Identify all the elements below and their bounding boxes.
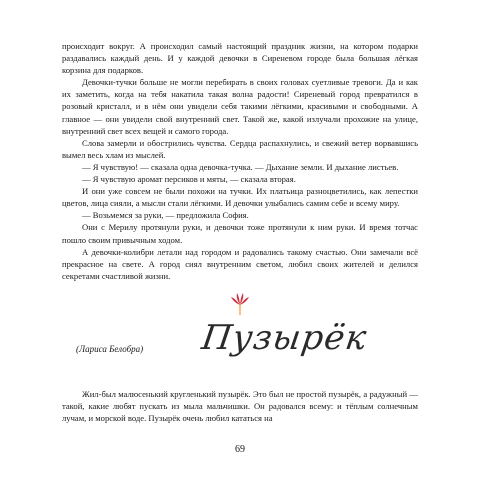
paragraph-2: Девочки-тучки больше не могли перебирать в своих головах суетливые тревоги. Да и как их заметить, когда на тебя накатила такая волна радости! Сиреневый город превратился в розовый кристалл, и в нём они увидели себя такими лёгкими, красивыми и свободными. А главное — они увидели свой внутренний свет. Такой же, какой излучали прохожие на улице, внутренний свет всех вещей и самого города. bbox=[62, 77, 418, 136]
flower-ornament-icon bbox=[230, 292, 250, 316]
story-heading bbox=[62, 318, 418, 372]
paragraph-7: — Возьмемся за руки, — предложила София. bbox=[82, 210, 249, 221]
paragraph-5: — Я чувствую аромат персиков и мяты, — сказала вторая. bbox=[82, 174, 296, 185]
paragraph-1: происходит вокруг. А происходил самый настоящий праздник жизни, на котором подарки раздавались каждый день. И у каждой девочки в Сиреневом городе была большая лёгкая корзина для подарков. bbox=[62, 41, 418, 76]
paragraph-3: Слова замерли и обострились чувства. Сердца распахнулись, и свежий ветер ворвавшись вымел весь хлам из мыслей. bbox=[62, 137, 418, 160]
page-number: 69 bbox=[235, 444, 245, 455]
paragraph-6: И они уже совсем не были похожи на тучки. Их платьица разноцветились, как лепестки цветов, лица сияли, а мысли стали лёгкими. И девочки улыбались самим себе и всему миру. bbox=[62, 186, 418, 209]
story-title: Пузырёк bbox=[199, 317, 370, 358]
story-body bbox=[62, 388, 418, 424]
paragraph-9: А девочки-колибри летали над городом и радовались такому счастью. Они замечали всё прекрасное на свете. А город сиял внутренним светом, любил своих жителей и делился секретами счастливой жизни. bbox=[62, 246, 418, 281]
paragraph-8: Они с Мерилу протянули руки, и девочки тоже протянули к ним руки. И время тотчас пошло своим привычным ходом. bbox=[62, 222, 418, 245]
story-paragraph: Жил-был малюсенький кругленький пузырёк. Это был не простой пузырёк, а радужный — такой, какие любят пускать из мыла мальчишки. Он радовался всему: и тёплым солнечным лучам, и морской воде. Пузырёк очень любил кататься на bbox=[62, 388, 418, 424]
author-name: (Лариса Белобра) bbox=[76, 343, 144, 354]
paragraph-4: — Я чувствую! — сказала одна девочка-тучка. — Дыхание земли. И дыхание листьев. bbox=[82, 161, 399, 172]
